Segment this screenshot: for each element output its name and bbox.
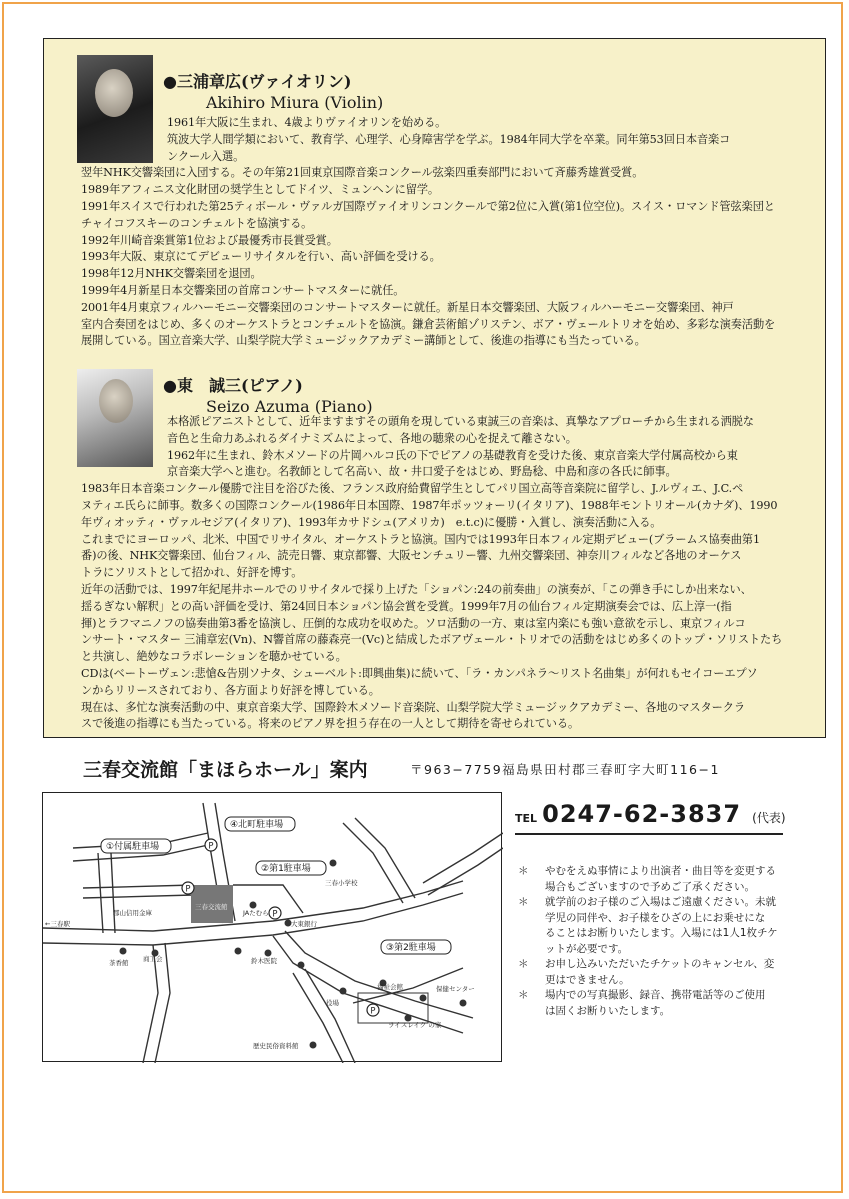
svg-text:茶香館: 茶香館 [109, 959, 129, 967]
svg-text:郡山信用金庫: 郡山信用金庫 [113, 909, 152, 917]
note-asterisk: ＊ [518, 989, 529, 1001]
svg-text:鈴木医院: 鈴木医院 [251, 957, 277, 965]
miura-photo [77, 55, 153, 163]
svg-text:三春小学校: 三春小学校 [325, 879, 358, 887]
miura-bio-line: 1989年アフィニス文化財団の奨学生としてドイツ、ミュンヘンに留学。 [81, 183, 440, 197]
svg-text:P: P [272, 909, 278, 920]
svg-text:歴史民俗資料館: 歴史民俗資料館 [253, 1042, 299, 1050]
svg-text:三春交流館: 三春交流館 [195, 903, 228, 911]
azuma-name-jp: ●東 誠三(ピアノ) [163, 376, 303, 395]
tel-note: (代表) [752, 811, 786, 825]
tel-number[interactable]: 0247-62-3837 [542, 800, 742, 828]
telephone[interactable] [515, 800, 786, 828]
miura-bio-line: 1992年川崎音楽賞第1位および最優秀市長賞受賞。 [81, 233, 338, 247]
miura-bio-line: 筑波大学人間学類において、教育学、心理学、心身障害学を学ぶ。1984年同大学を卒業。同年第53回日本音楽コ [167, 132, 731, 146]
miura-bio-line: 1998年12月NHK交響楽団を退団。 [81, 267, 262, 281]
access-map [42, 792, 502, 1062]
svg-text:②第1駐車場: ②第1駐車場 [261, 864, 311, 874]
miura-name-jp: ●三浦章広(ヴァイオリン) [163, 72, 352, 91]
svg-text:P: P [185, 884, 191, 895]
azuma-bio-line: 現在は、多忙な演奏活動の中、東京音楽大学、国際鈴木メソード音楽院、山梨学院大学ミュージックアカデミー、各地のマスタークラ [81, 700, 745, 714]
svg-text:④北町駐車場: ④北町駐車場 [230, 820, 284, 830]
azuma-bio-line: 近年の活動では、1997年紀尾井ホールでのリサイタルで採り上げた「ショパン:24の前奏曲」の演奏が、「この弾き手にしか出来ない、 [81, 583, 752, 596]
miura-bio-line: チャイコフスキーのコンチェルトを協演する。 [81, 216, 313, 230]
miura-bio-line: ンクール入選。 [167, 149, 245, 163]
note-text: お申し込みいただいたチケットのキャンセル、変 更はできません。 [545, 958, 775, 986]
hall-address: 〒963−7759福島県田村郡三春町字大町116−1 [410, 762, 720, 777]
azuma-bio-line: 京音楽大学へと進む。名教師として名高い、故・井口愛子をはじめ、野島稔、中島和彦の各氏に師事。 [167, 465, 677, 479]
svg-text:③第2駐車場: ③第2駐車場 [386, 943, 436, 953]
note-text: 場内での写真撮影、録音、携帯電話等のご使用 は固くお断りいたします。 [545, 989, 766, 1017]
note-item [515, 988, 805, 1019]
azuma-bio-line: ヌティエ氏らに師事。数多くの国際コンクール(1986年日本国際、1987年ポッツォーリ(イタリア)、1988年モントリオール(カナダ)、1990 [81, 499, 778, 512]
azuma-bio-line: 揺るぎない解釈」との高い評価を受け、第24回日本ショパン協会賞を受賞。1999年7月の仙台フィル定期演奏会では、広上淳一(指 [81, 599, 732, 613]
azuma-bio-line: 1983年日本音楽コンクール優勝で注目を浴びた後、フランス政府給費留学生としてパリ国立高等音楽院に留学し、J.ルヴィエ、J.C.ペ [81, 482, 744, 496]
svg-text:商工会: 商工会 [143, 955, 163, 963]
miura-bio-line: 2001年4月東京フィルハーモニー交響楽団のコンサートマスターに就任。新星日本交響楽団、大阪フィルハーモニー交響楽団、神戸 [81, 300, 734, 314]
azuma-bio-line: 年ヴィオッティ・ヴァルセジア(イタリア)、1993年カサドシュ(アメリカ) e.t.c)に優勝・入賞し、演奏活動に入る。 [81, 515, 662, 529]
azuma-bio-line: これまでにヨーロッパ、北米、中国でリサイタル、オーケストラと協演。国内では1993年日本フィル定期デビュー(ブラームス協奏曲第1 [81, 532, 760, 546]
note-text: 就学前のお子様のご入場はご遠慮ください。未就 学児の同伴や、お子様をひざの上にお乗せにな ることはお断りいたします。入場には1人1枚チケ ットが必要です。 [545, 896, 778, 955]
svg-text:JAたむら: JAたむら [243, 909, 269, 917]
miura-bio-line: 1991年スイスで行われた第25ティボール・ヴァルガ国際ヴァイオリンコンクールで第2位に入賞(第1位空位)。スイス・ロマンド管弦楽団と [81, 200, 775, 213]
svg-text:←三春駅: ←三春駅 [45, 920, 70, 928]
azuma-bio-line: 揮)とラフマニノフの協奏曲第3番を協演し、圧倒的な成功を収めた。ソロ活動の一方、東は室内楽にも強い意欲を示し、東京フィルコ [81, 616, 746, 630]
azuma-bio-line: トラにソリストとして招かれ、好評を博す。 [81, 566, 303, 580]
miura-bio-line: 1993年大阪、東京にてデビューリサイタルを行い、高い評価を受ける。 [81, 250, 441, 264]
azuma-bio-line: 音色と生命力あふれるダイナミズムによって、各地の聴衆の心を捉えて離さない。 [167, 431, 577, 445]
svg-text:保健センター: 保健センター [436, 985, 475, 993]
azuma-bio-line: 1962年に生まれ、鈴木メソードの片岡ハルコ氏の下でピアノの基礎教育を受けた後、東京音楽大学付属高校から東 [167, 448, 738, 462]
svg-text:ライスレイク の家: ライスレイク の家 [388, 1021, 442, 1029]
miura-bio-line: 翌年NHK交響楽団に入団する。その年第21回東京国際音楽コンクール弦楽四重奏部門において斉藤秀雄賞受賞。 [81, 166, 644, 180]
azuma-bio-line: と共演し、絶妙なコラボレーションを聴かせている。 [81, 650, 347, 664]
azuma-bio-line: CDは(ベートーヴェン:悲愴&告別ソナタ、シューベルト:即興曲集)に続いて、「ラ・カンパネラ〜リスト名曲集」が何れもセイコーエプソ [81, 667, 758, 680]
note-text: やむをえぬ事情により出演者・曲目等を変更する 場合もございますので予めご了承ください。 [545, 865, 776, 893]
note-asterisk: ＊ [518, 958, 529, 970]
miura-name-en: Akihiro Miura (Violin) [206, 93, 384, 112]
azuma-bio-line: 本格派ピアニストとして、近年ますますその頭角を現している東誠三の音楽は、真摯なアプローチから生まれる洒脱な [167, 415, 754, 428]
miura-bio-line: 室内合奏団をはじめ、多くのオーケストラとコンチェルトを協演。鎌倉芸術館ゾリステン、ボア・ヴェールトリオを始め、多彩な演奏活動を [81, 317, 776, 331]
svg-text:①付属駐車場: ①付属駐車場 [106, 842, 160, 852]
svg-text:福祉会館: 福祉会館 [377, 983, 403, 991]
azuma-bio-line: スで後進の指導にも当たっている。将来のピアノ界を担う存在の一人として期待を寄せられている。 [81, 717, 580, 731]
azuma-bio-line: ンサート・マスター 三浦章宏(Vn)、N響首席の藤森亮一(Vc)と結成したボアヴェール・トリオでの活動をはじめ多くのトップ・ソリストたち [81, 633, 783, 647]
azuma-photo [77, 369, 153, 467]
azuma-bio-line: ンからリリースされており、各方面より好評を博している。 [81, 683, 380, 697]
notes-list [515, 864, 805, 1019]
svg-text:P: P [208, 841, 214, 852]
azuma-name-en: Seizo Azuma (Piano) [206, 397, 373, 416]
note-item [515, 864, 805, 895]
hall-title: 三春交流館「まほらホール」案内 [83, 759, 368, 781]
miura-bio-line: 1999年4月新星日本交響楽団の首席コンサートマスターに就任。 [81, 284, 405, 297]
tel-underline [515, 833, 783, 835]
note-asterisk: ＊ [518, 865, 529, 877]
tel-prefix: TEL [515, 812, 538, 825]
biography-panel [43, 38, 826, 738]
note-item [515, 895, 805, 957]
svg-text:役場: 役場 [326, 999, 339, 1007]
map-drawing [43, 793, 503, 1063]
note-asterisk: ＊ [518, 896, 529, 908]
azuma-bio-line: 番)の後、NHK交響楽団、仙台フィル、読売日響、東京都響、大阪センチュリー響、九州交響楽団、神奈川フィルなど各地のオーケス [81, 549, 742, 563]
miura-bio-line: 展開している。国立音楽大学、山梨学院大学ミュージックアカデミー講師として、後進の指導にも当たっている。 [81, 334, 646, 348]
svg-text:P: P [370, 1006, 376, 1017]
svg-text:大東銀行: 大東銀行 [291, 920, 317, 928]
miura-bio-line: 1961年大阪に生まれ、4歳よりヴァイオリンを始める。 [167, 116, 447, 129]
note-item [515, 957, 805, 988]
